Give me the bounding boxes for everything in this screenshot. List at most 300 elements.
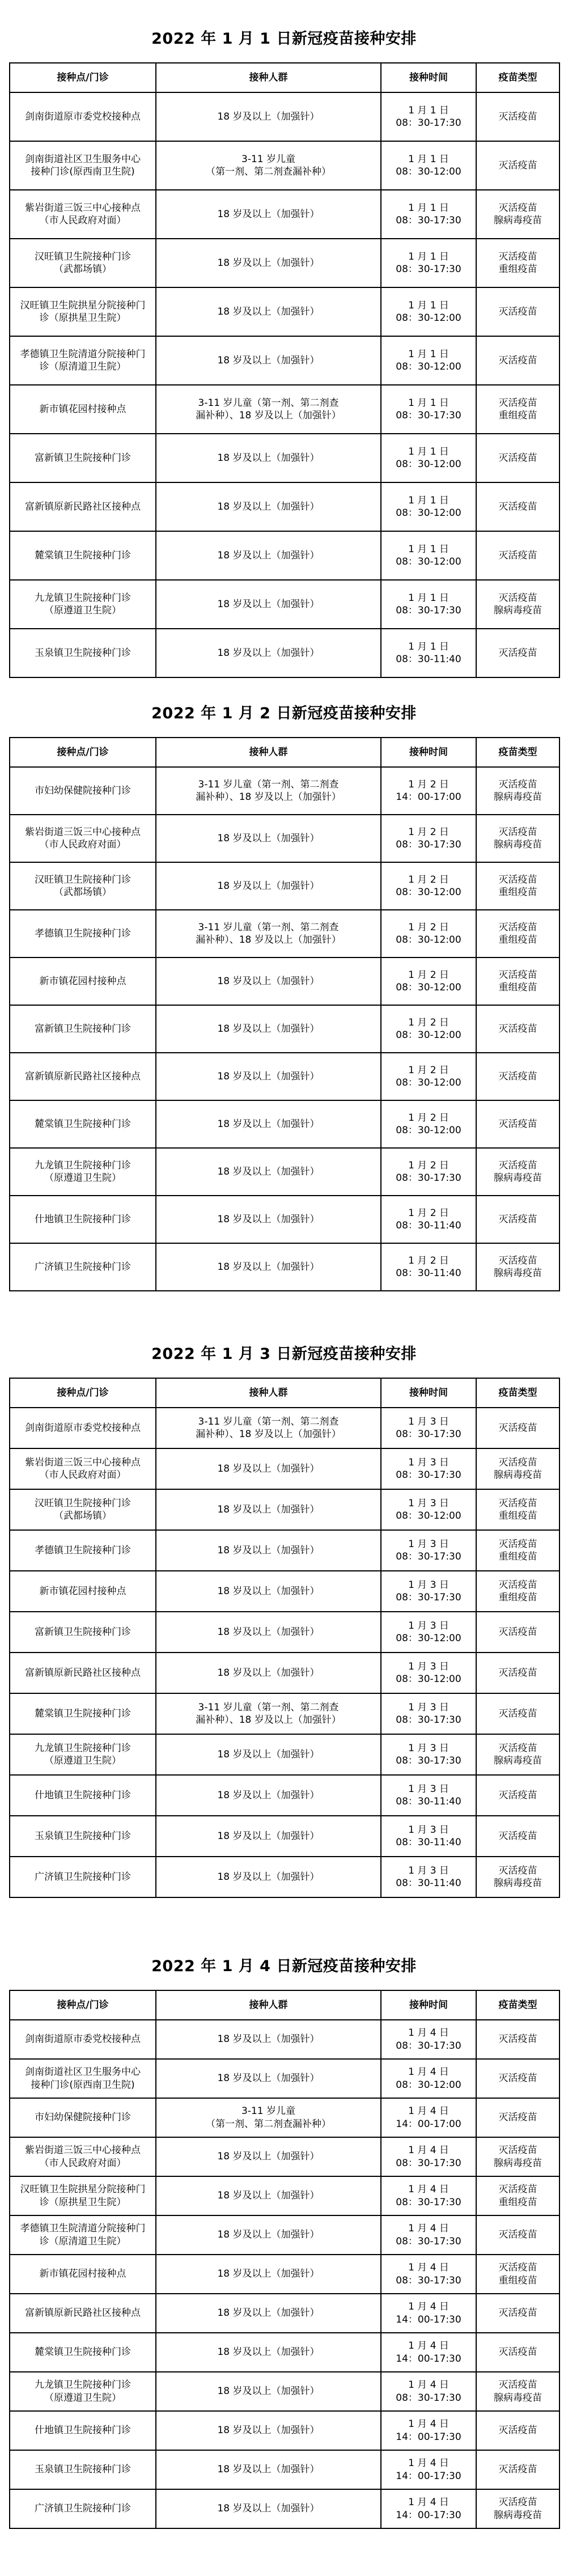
date-text: 1 月 3 日: [408, 1742, 449, 1754]
vaccine-cell: [476, 580, 559, 629]
hours-text: 08：30-12:00: [396, 1510, 461, 1522]
table-row: [10, 815, 559, 862]
vaccine-cell-text: 灭活疫苗: [498, 159, 537, 171]
site-cell: [10, 2176, 156, 2215]
group-cell-text: 18 岁及以上（加强针）: [217, 832, 320, 844]
site-cell-text: 什地镇卫生院接种门诊: [35, 2425, 131, 2437]
site-cell: [10, 1693, 156, 1734]
hours-text: 08：30-12:00: [396, 312, 461, 324]
hours-text: 14：00-17:00: [396, 791, 461, 803]
site-cell: [10, 1857, 156, 1897]
vaccine-cell: [476, 1571, 559, 1612]
site-cell: [10, 1053, 156, 1100]
date-text: 1 月 4 日: [408, 2184, 449, 2196]
site-cell: [10, 92, 156, 141]
group-cell-text: 18 岁及以上（加强针）: [217, 306, 320, 317]
vaccine-cell: [476, 1408, 559, 1448]
site-cell-text: 玉泉镇卫生院接种门诊: [35, 647, 131, 659]
group-cell: [156, 767, 381, 815]
hours-text: 08：30-12:00: [396, 361, 461, 372]
table-row: [10, 2137, 559, 2176]
hours-text: 08：30-17:30: [396, 1592, 461, 1603]
group-cell: [156, 1571, 381, 1612]
group-cell: [156, 1489, 381, 1530]
date-text: 1 月 3 日: [408, 1579, 449, 1591]
site-cell-text: 富新镇原新民路社区接种点: [25, 2307, 141, 2319]
group-cell: [156, 1816, 381, 1857]
hours-text: 08：30-17:30: [396, 1469, 461, 1481]
time-cell: [381, 1148, 476, 1196]
hours-text: 08：30-12:00: [396, 1077, 461, 1088]
group-cell-text: 18 岁及以上（加强针）: [217, 975, 320, 987]
site-cell: [10, 2098, 156, 2137]
vaccine-cell-text: 灭活疫苗: [498, 2229, 537, 2241]
group-cell: [156, 1734, 381, 1775]
table-row: [10, 1734, 559, 1775]
header-vaccine: 疫苗类型: [476, 738, 559, 767]
vaccine-cell: [476, 1148, 559, 1196]
day-section: [0, 1939, 568, 2529]
vaccine-cell-text: 灭活疫苗 重组疫苗: [498, 2184, 537, 2208]
vaccine-cell: [476, 1530, 559, 1571]
hours-text: 08：30-12:00: [396, 1633, 461, 1644]
header-group: 接种人群: [156, 1378, 381, 1408]
group-cell: [156, 815, 381, 862]
time-cell: [381, 2450, 476, 2489]
site-cell: [10, 385, 156, 434]
site-cell: [10, 434, 156, 482]
table-row: [10, 2176, 559, 2215]
hours-text: 08：30-12:00: [396, 2079, 461, 2091]
vaccine-cell: [476, 1005, 559, 1053]
site-cell: [10, 1489, 156, 1530]
hours-text: 08：30-12:00: [396, 556, 461, 567]
site-cell-text: 广济镇卫生院接种门诊: [35, 1261, 131, 1273]
group-cell: [156, 580, 381, 629]
vaccine-cell-text: 灭活疫苗 腺病毒疫苗: [494, 1456, 542, 1481]
day-title: 2022 年 1 月 3 日新冠疫苗接种安排: [151, 1345, 417, 1363]
group-cell: [156, 2450, 381, 2489]
table-row: [10, 2411, 559, 2450]
vaccine-cell: [476, 2020, 559, 2059]
time-cell: [381, 1816, 476, 1857]
time-cell: [381, 1612, 476, 1653]
group-cell-text: 18 岁及以上（加强针）: [217, 1830, 320, 1842]
table-row: [10, 1196, 559, 1243]
time-cell: [381, 2215, 476, 2255]
table-row: [10, 531, 559, 580]
vaccine-cell: [476, 385, 559, 434]
hours-text: 08：30-17:30: [396, 2157, 461, 2169]
vaccine-cell: [476, 2176, 559, 2215]
site-cell: [10, 2137, 156, 2176]
vaccine-cell: [476, 239, 559, 287]
time-cell: [381, 531, 476, 580]
vaccine-cell: [476, 2333, 559, 2372]
vaccine-cell: [476, 2411, 559, 2450]
vaccine-cell: [476, 1816, 559, 1857]
time-cell: [381, 1530, 476, 1571]
vaccine-cell: [476, 629, 559, 677]
hours-text: 08：30-17:30: [396, 605, 461, 616]
table-header-row: [10, 1990, 559, 2020]
site-cell: [10, 910, 156, 957]
group-cell-text: 18 岁及以上（加强针）: [217, 2229, 320, 2241]
group-cell-text: 18 岁及以上（加强针）: [217, 2033, 320, 2045]
table-row: [10, 1100, 559, 1148]
site-cell: [10, 2059, 156, 2098]
vaccine-cell-text: 灭活疫苗: [498, 1023, 537, 1035]
group-cell-text: 18 岁及以上（加强针）: [217, 1463, 320, 1475]
hours-text: 08：30-17:30: [396, 2274, 461, 2286]
time-cell: [381, 767, 476, 815]
date-text: 1 月 4 日: [408, 2340, 449, 2352]
site-cell-text: 广济镇卫生院接种门诊: [35, 2503, 131, 2515]
hours-text: 08：30-17:30: [396, 264, 461, 275]
date-text: 1 月 1 日: [408, 153, 449, 165]
date-text: 1 月 2 日: [408, 921, 449, 933]
date-text: 1 月 1 日: [408, 104, 449, 116]
time-cell: [381, 190, 476, 239]
vaccine-cell-text: 灭活疫苗: [498, 1118, 537, 1130]
group-cell-text: 18 岁及以上（加强针）: [217, 1667, 320, 1679]
site-cell-text: 剑南街道社区卫生服务中心 接种门诊(原西南卫生院): [25, 153, 141, 177]
group-cell-text: 18 岁及以上（加强针）: [217, 452, 320, 464]
site-cell: [10, 1243, 156, 1291]
site-cell-text: 富新镇卫生院接种门诊: [35, 1023, 131, 1035]
hours-text: 08：30-17:30: [396, 2235, 461, 2247]
time-cell: [381, 385, 476, 434]
hours-text: 08：30-12:00: [396, 934, 461, 946]
day-title: 2022 年 1 月 4 日新冠疫苗接种安排: [151, 1957, 417, 1975]
hours-text: 08：30-12:00: [396, 1029, 461, 1041]
table-row: [10, 910, 559, 957]
hours-text: 08：30-12:00: [396, 1125, 461, 1136]
header-time: 接种时间: [381, 1378, 476, 1408]
table-row: [10, 385, 559, 434]
group-cell-text: 18 岁及以上（加强针）: [217, 354, 320, 366]
table-row: [10, 2059, 559, 2098]
table-row: [10, 2489, 559, 2528]
vaccine-cell-text: 灭活疫苗 腺病毒疫苗: [494, 592, 542, 616]
site-cell: [10, 2333, 156, 2372]
site-cell-text: 新市镇花园村接种点: [39, 403, 126, 415]
date-text: 1 月 3 日: [408, 1824, 449, 1836]
site-cell: [10, 2450, 156, 2489]
site-cell-text: 汉旺镇卫生院接种门诊 （武都场镇）: [35, 1497, 131, 1522]
group-cell: [156, 2489, 381, 2528]
vaccine-cell-text: 灭活疫苗 重组疫苗: [498, 969, 537, 993]
site-cell-text: 剑南街道原市委党校接种点: [25, 111, 141, 122]
time-cell: [381, 1734, 476, 1775]
vaccine-cell-text: 灭活疫苗 重组疫苗: [498, 1497, 537, 1522]
site-cell: [10, 1734, 156, 1775]
table-row: [10, 2020, 559, 2059]
vaccine-cell-text: 灭活疫苗: [498, 2425, 537, 2437]
vaccine-cell-text: 灭活疫苗 腺病毒疫苗: [494, 202, 542, 226]
time-cell: [381, 1489, 476, 1530]
time-cell: [381, 2255, 476, 2294]
vaccine-cell-text: 灭活疫苗 重组疫苗: [498, 397, 537, 421]
hours-text: 08：30-12:00: [396, 459, 461, 470]
time-cell: [381, 1857, 476, 1897]
hours-text: 08：30-11:40: [396, 654, 461, 665]
site-cell: [10, 1816, 156, 1857]
header-vaccine: 疫苗类型: [476, 1990, 559, 2020]
group-cell-text: 18 岁及以上（加强针）: [217, 2307, 320, 2319]
date-text: 1 月 3 日: [408, 1497, 449, 1509]
group-cell-text: 18 岁及以上（加强针）: [217, 549, 320, 561]
site-cell: [10, 1775, 156, 1816]
group-cell: [156, 2411, 381, 2450]
group-cell: [156, 1196, 381, 1243]
header-time: 接种时间: [381, 738, 476, 767]
vaccine-cell-text: 灭活疫苗 重组疫苗: [498, 874, 537, 898]
hours-text: 08：30-17:30: [396, 2196, 461, 2208]
group-cell: [156, 190, 381, 239]
site-cell: [10, 1005, 156, 1053]
vaccine-cell-text: 灭活疫苗 腺病毒疫苗: [494, 778, 542, 803]
date-text: 1 月 1 日: [408, 397, 449, 409]
site-cell: [10, 141, 156, 190]
date-text: 1 月 2 日: [408, 826, 449, 838]
site-cell-text: 新市镇花园村接种点: [39, 975, 126, 987]
date-text: 1 月 4 日: [408, 2497, 449, 2509]
table-row: [10, 629, 559, 677]
vaccine-cell: [476, 2372, 559, 2411]
vaccine-cell: [476, 1693, 559, 1734]
time-cell: [381, 336, 476, 385]
site-cell: [10, 767, 156, 815]
date-text: 1 月 1 日: [408, 592, 449, 604]
time-cell: [381, 2372, 476, 2411]
date-text: 1 月 4 日: [408, 2105, 449, 2117]
group-cell: [156, 1857, 381, 1897]
table-row: [10, 434, 559, 482]
group-cell: [156, 1775, 381, 1816]
group-cell-text: 18 岁及以上（加强针）: [217, 2425, 320, 2437]
vaccine-cell-text: 灭活疫苗 腺病毒疫苗: [494, 1255, 542, 1279]
day-title: 2022 年 1 月 2 日新冠疫苗接种安排: [151, 704, 417, 722]
table-row: [10, 239, 559, 287]
vaccine-cell: [476, 2215, 559, 2255]
site-cell-text: 孝德镇卫生院清道分院接种门 诊（原清道卫生院）: [20, 2223, 146, 2247]
vaccine-cell-text: 灭活疫苗: [498, 501, 537, 512]
vaccine-cell-text: 灭活疫苗 重组疫苗: [498, 1579, 537, 1603]
site-cell-text: 孝德镇卫生院接种门诊: [35, 1544, 131, 1556]
date-text: 1 月 3 日: [408, 1538, 449, 1550]
group-cell: [156, 2255, 381, 2294]
hours-text: 08：30-12:00: [396, 982, 461, 993]
hours-text: 08：30-17:30: [396, 839, 461, 850]
group-cell-text: 18 岁及以上（加强针）: [217, 2346, 320, 2358]
day-section: [0, 686, 568, 1291]
group-cell: [156, 1408, 381, 1448]
group-cell: [156, 239, 381, 287]
header-site: 接种点/门诊: [10, 1990, 156, 2020]
table-row: [10, 1571, 559, 1612]
vaccine-cell: [476, 1100, 559, 1148]
site-cell: [10, 2294, 156, 2333]
group-cell: [156, 1612, 381, 1653]
group-cell: [156, 2176, 381, 2215]
date-text: 1 月 2 日: [408, 1207, 449, 1219]
table-row: [10, 2215, 559, 2255]
time-cell: [381, 2294, 476, 2333]
group-cell-text: 18 岁及以上（加强针）: [217, 2190, 320, 2202]
site-cell-text: 富新镇原新民路社区接种点: [25, 1667, 141, 1679]
group-cell-text: 18 岁及以上（加强针）: [217, 2073, 320, 2084]
vaccine-cell: [476, 957, 559, 1005]
group-cell-text: 3-11 岁儿童（第一剂、第二剂查 漏补种）、18 岁及以上（加强针）: [196, 1416, 341, 1440]
site-cell: [10, 1653, 156, 1693]
vaccine-cell-text: 灭活疫苗 腺病毒疫苗: [494, 1865, 542, 1889]
time-cell: [381, 1775, 476, 1816]
time-cell: [381, 1571, 476, 1612]
vaccine-cell-text: 灭活疫苗: [498, 1626, 537, 1638]
vaccine-cell: [476, 1448, 559, 1489]
table-row: [10, 1408, 559, 1448]
site-cell: [10, 336, 156, 385]
time-cell: [381, 957, 476, 1005]
group-cell: [156, 1653, 381, 1693]
group-cell-text: 18 岁及以上（加强针）: [217, 2151, 320, 2163]
vaccine-cell: [476, 1775, 559, 1816]
group-cell: [156, 910, 381, 957]
table-row: [10, 1530, 559, 1571]
hours-text: 08：30-11:40: [396, 1796, 461, 1807]
time-cell: [381, 287, 476, 336]
vaccine-cell-text: 灭活疫苗: [498, 2346, 537, 2358]
date-text: 1 月 2 日: [408, 1064, 449, 1076]
time-cell: [381, 1053, 476, 1100]
site-cell-text: 麓棠镇卫生院接种门诊: [35, 1708, 131, 1719]
group-cell-text: 18 岁及以上（加强针）: [217, 1871, 320, 1883]
site-cell: [10, 1530, 156, 1571]
site-cell-text: 新市镇花园村接种点: [39, 2268, 126, 2280]
group-cell: [156, 957, 381, 1005]
time-cell: [381, 1448, 476, 1489]
time-cell: [381, 2098, 476, 2137]
hours-text: 14：00-17:30: [396, 2431, 461, 2443]
group-cell: [156, 2020, 381, 2059]
date-text: 1 月 4 日: [408, 2066, 449, 2078]
table-row: [10, 141, 559, 190]
hours-text: 08：30-11:40: [396, 1837, 461, 1848]
vaccine-cell-text: 灭活疫苗: [498, 1708, 537, 1719]
group-cell: [156, 2137, 381, 2176]
vaccine-cell: [476, 2137, 559, 2176]
vaccine-cell: [476, 767, 559, 815]
table-row: [10, 1489, 559, 1530]
site-cell-text: 紫岩街道三饭三中心接种点 （市人民政府对面）: [25, 2145, 141, 2169]
site-cell: [10, 2489, 156, 2528]
vaccine-cell-text: 灭活疫苗 重组疫苗: [498, 2262, 537, 2286]
group-cell-text: 18 岁及以上（加强针）: [217, 1626, 320, 1638]
vaccine-cell-text: 灭活疫苗 重组疫苗: [498, 1538, 537, 1562]
hours-text: 08：30-17:30: [396, 410, 461, 421]
site-cell-text: 麓棠镇卫生院接种门诊: [35, 1118, 131, 1130]
time-cell: [381, 2020, 476, 2059]
time-cell: [381, 239, 476, 287]
group-cell-text: 18 岁及以上（加强针）: [217, 1748, 320, 1760]
date-text: 1 月 3 日: [408, 1865, 449, 1876]
vaccine-cell: [476, 2294, 559, 2333]
vaccine-cell-text: 灭活疫苗: [498, 1070, 537, 1082]
group-cell-text: 18 岁及以上（加强针）: [217, 1213, 320, 1225]
day-title: 2022 年 1 月 1 日新冠疫苗接种安排: [151, 29, 417, 48]
header-time: 接种时间: [381, 1990, 476, 2020]
time-cell: [381, 2137, 476, 2176]
date-text: 1 月 2 日: [408, 874, 449, 886]
group-cell: [156, 1693, 381, 1734]
group-cell-text: 18 岁及以上（加强针）: [217, 1544, 320, 1556]
table-row: [10, 2255, 559, 2294]
hours-text: 08：30-17:30: [396, 2392, 461, 2404]
table-row: [10, 957, 559, 1005]
table-row: [10, 1005, 559, 1053]
date-text: 1 月 1 日: [408, 494, 449, 506]
hours-text: 14：00-17:30: [396, 2353, 461, 2365]
vaccine-cell: [476, 2489, 559, 2528]
date-text: 1 月 2 日: [408, 1159, 449, 1171]
vaccine-cell-text: 灭活疫苗 腺病毒疫苗: [494, 826, 542, 850]
table-row: [10, 1612, 559, 1653]
schedule-table: [9, 62, 560, 678]
vaccine-cell: [476, 1489, 559, 1530]
date-text: 1 月 3 日: [408, 1701, 449, 1713]
vaccine-cell: [476, 1053, 559, 1100]
header-group: 接种人群: [156, 63, 381, 92]
site-cell-text: 麓棠镇卫生院接种门诊: [35, 2346, 131, 2358]
site-cell-text: 孝德镇卫生院接种门诊: [35, 927, 131, 939]
group-cell-text: 18 岁及以上（加强针）: [217, 1585, 320, 1597]
table-row: [10, 580, 559, 629]
site-cell-text: 富新镇卫生院接种门诊: [35, 1626, 131, 1638]
time-cell: [381, 2411, 476, 2450]
schedule-table: [9, 1378, 560, 1898]
date-text: 1 月 3 日: [408, 1660, 449, 1672]
vaccine-cell: [476, 2255, 559, 2294]
table-header-row: [10, 1378, 559, 1408]
vaccine-cell-text: 灭活疫苗: [498, 647, 537, 659]
date-text: 1 月 3 日: [408, 1416, 449, 1427]
vaccine-cell-text: 灭活疫苗 重组疫苗: [498, 921, 537, 946]
group-cell: [156, 1448, 381, 1489]
vaccine-cell-text: 灭活疫苗: [498, 2033, 537, 2045]
table-row: [10, 1243, 559, 1291]
header-time: 接种时间: [381, 63, 476, 92]
table-row: [10, 862, 559, 910]
hours-text: 08：30-17:30: [396, 1429, 461, 1440]
site-cell-text: 紫岩街道三饭三中心接种点 （市人民政府对面）: [25, 202, 141, 226]
site-cell: [10, 1448, 156, 1489]
time-cell: [381, 815, 476, 862]
hours-text: 08：30-17:30: [396, 1755, 461, 1766]
time-cell: [381, 2333, 476, 2372]
group-cell: [156, 1053, 381, 1100]
header-group: 接种人群: [156, 1990, 381, 2020]
vaccine-cell-text: 灭活疫苗 腺病毒疫苗: [494, 2379, 542, 2404]
vaccine-cell: [476, 815, 559, 862]
site-cell: [10, 239, 156, 287]
site-cell-text: 汉旺镇卫生院接种门诊 （武都场镇）: [35, 251, 131, 275]
vaccine-cell-text: 灭活疫苗: [498, 1422, 537, 1434]
group-cell: [156, 385, 381, 434]
vaccine-cell: [476, 1734, 559, 1775]
site-cell: [10, 1148, 156, 1196]
group-cell-text: 3-11 岁儿童（第一剂、第二剂查 漏补种）、18 岁及以上（加强针）: [196, 1701, 341, 1726]
